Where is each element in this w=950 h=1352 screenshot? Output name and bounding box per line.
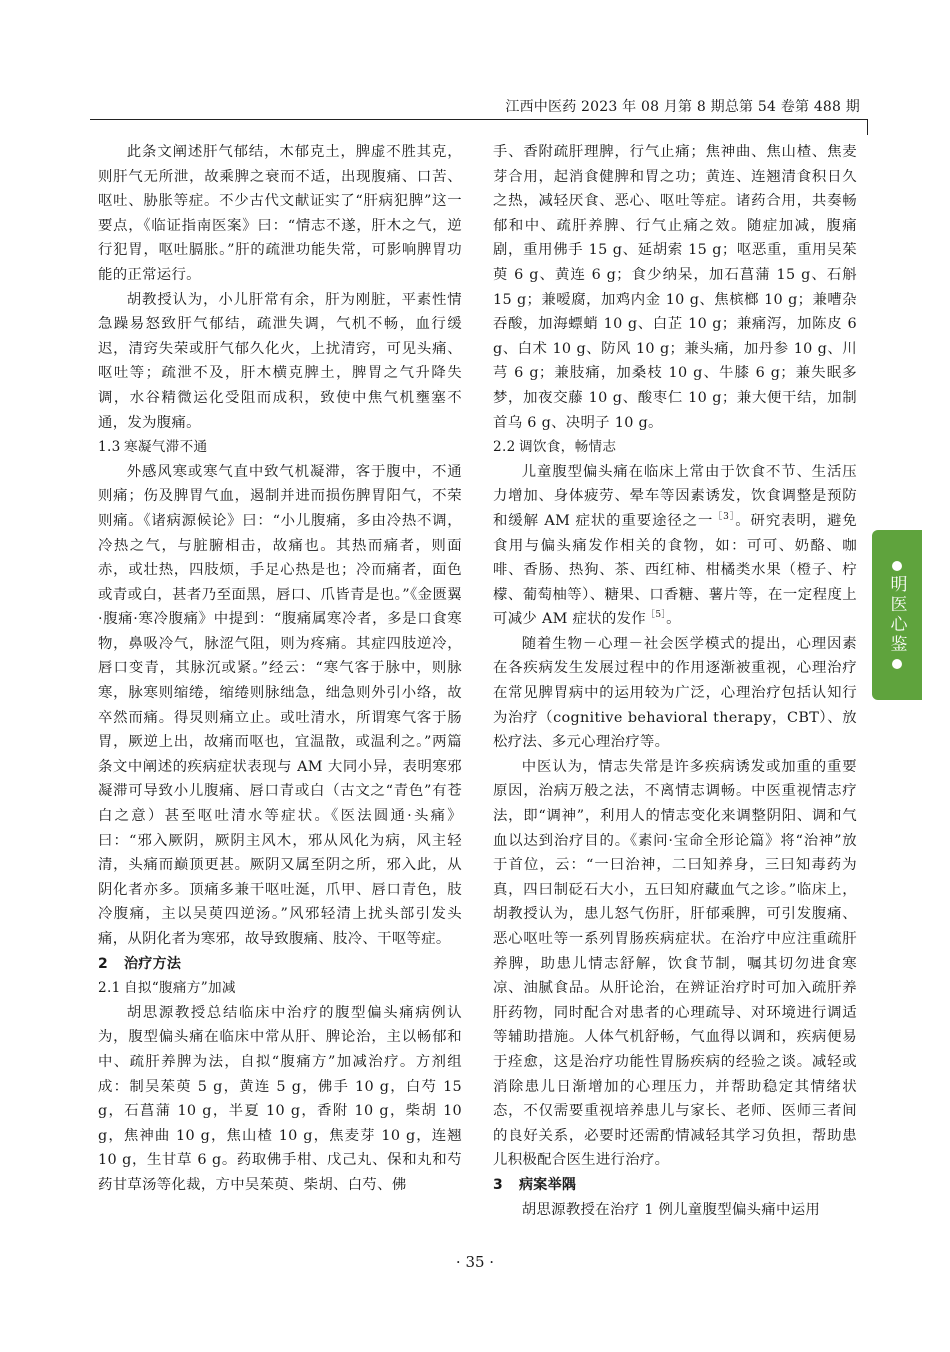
paragraph [493, 460, 857, 632]
section-heading-2 [98, 952, 462, 977]
paragraph: 手、香附疏肝理脾，行气止痛；焦神曲、焦山楂、焦麦芽合用，起消食健脾和胃之功；黄连、连翘清食积日久之热，减轻厌食、恶心、呕吐等症。诸药合用，共奏畅郁和中、疏肝养脾、行气止痛之效。随症加减，腹痛剧，重用佛手 15 g、延胡索 15 g；呕恶重，重用吴茱萸 6 g、黄连 6 g；食少纳呆，加石菖蒲 15 g、石斛 15 g；兼嗳腐，加鸡内金 10 g、焦槟榔 10 g；兼嘈杂吞酸，加海螵蛸 10 g、白芷 10 g；兼痛泻，加陈皮 6 g、白术 10 g、防风 10 g；兼头痛，加丹参 10 g、川芎 6 g；兼肢痛，加桑枝 10 g、牛膝 6 g；兼失眠多梦，加夜交藤 10 g、酸枣仁 10 g；兼大便干结，加制首乌 6 g、决明子 10 g。 [493, 144, 857, 431]
paragraph: 胡思源教授总结临床中治疗的腹型偏头痛病例认为，腹型偏头痛在临床中常从肝、脾论治，主以畅郁和中、疏肝养脾为法，自拟“腹痛方”加减治疗。方剂组成：制吴茱萸 5 g，黄连 5 g，佛手 10 g，白芍 15 g，石菖蒲 10 g，半夏 10 g，香附 10 g，柴胡 10 g，焦神曲 10 g，焦山楂 10 g，焦麦芽 10 g，连翘 10 g，生甘草 6 g。药取佛手柑、戊己丸、保和丸和芍药甘草汤等化裁，方中吴茱萸、柴胡、白芍、佛 [98, 1004, 462, 1193]
section-number: 1.3 [98, 439, 121, 456]
section-number: 2.1 [98, 980, 121, 997]
section-side-tab [872, 530, 922, 700]
dot-icon [892, 659, 902, 669]
paragraph: 外感风寒或寒气直中致气机凝滞，客于腹中，不通则痛；伤及脾胃气血，遏制并进而损伤脾胃阳气，不荣则痛。《诸病源候论》曰：“小儿腹痛，多由冷热不调，冷热之气，与脏腑相击，故痛也。其热而痛者，则面赤，或壮热，四肢烦，手足心热是也；冷而痛者，面色或青或白，甚者乃至面黑，唇口、爪皆青是也。”《金匮翼·腹痛·寒冷腹痛》中提到：“腹痛属寒冷者，多是口食寒物，鼻吸冷气，脉涩气阻，则为疼痛。其症四肢逆冷，唇口变青，其脉沉或紧。”经云：“寒气客于脉中，则脉寒，脉寒则缩绻，缩绻则脉绌急，绌急则外引小络，故卒然而痛。得炅则痛立止。或吐清水，所谓寒气客于肠胃，厥逆上出，故痛而呕也，宜温散，或温利之。”两篇条文中阐述的疾病症状表现与 AM 大同小异，表明寒邪凝滞可导致小儿腹痛、唇口青或白（古文之“青色”有苍白之意）甚至呕吐清水等症状。《医法圆通·头痛》曰：“邪入厥阴，厥阴主风木，邪从风化为病，风主轻清，头痛而巅顶更甚。厥阴又属至阴之所，邪入此，从阴化者亦多。顶痛多兼干呕吐涎，爪甲、唇口青色，肢冷腹痛，主以吴萸四逆汤。”风邪轻清上扰头部引发头痛，从阴化者为寒邪，故导致腹痛、肢冷、干呕等症。 [98, 463, 462, 947]
paragraph: 此条文阐述肝气郁结，木郁克土，脾虚不胜其克，则肝气无所泄，故乘脾之衰而不适，出现腹痛、口苦、呕吐、胁胀等症。不少古代文献证实了“肝病犯脾”这一要点，《临证指南医案》曰：“情志不遂，肝木之气，逆行犯胃，呕吐膈胀。”肝的疏泄功能失常，可影响脾胃功能的正常运行。 [98, 144, 462, 283]
paragraph-text: 。 [666, 611, 681, 628]
section-heading-2-1 [98, 976, 462, 1001]
section-heading-1-3 [98, 435, 462, 460]
page-number: · 35 · [455, 1253, 495, 1271]
right-column [493, 140, 857, 1222]
section-heading-2-2 [493, 435, 857, 460]
section-number: 2.2 [493, 439, 516, 456]
paragraph: 胡思源教授在治疗 1 例儿童腹型偏头痛中运用 [521, 1201, 821, 1218]
journal-header: 江西中医药 2023 年 08 月第 8 期总第 54 卷第 488 期 [505, 99, 860, 115]
header-rule [90, 119, 868, 120]
section-title: 寒凝气滞不通 [124, 439, 208, 456]
section-heading-3 [493, 1173, 857, 1198]
paragraph: 随着生物－心理－社会医学模式的提出，心理因素在各疾病发生发展过程中的作用逐渐被重视，心理治疗在常见脾胃病中的运用较为广泛，心理治疗包括认知行为治疗（cognitive behavioral therapy，CBT）、放松疗法、多元心理治疗等。 [493, 635, 857, 751]
dot-icon [892, 561, 902, 571]
left-column [98, 140, 462, 1198]
section-title: 调饮食，畅情志 [519, 439, 617, 456]
paragraph: 胡教授认为，小儿肝常有余，肝为刚脏，平素性情急躁易怒致肝气郁结，疏泄失调，气机不畅，血行缓迟，清窍失荣或肝气郁久化火，上扰清窍，可见头痛、呕吐等；疏泄不及，肝木横克脾土，脾胃之气升降失调，水谷精微运化受阻而成积，致使中焦气机壅塞不通，发为腹痛。 [98, 291, 462, 431]
section-number: 3 [493, 1176, 504, 1193]
side-tab-label: 明医心鉴 [886, 575, 907, 655]
section-title: 自拟“腹痛方”加减 [124, 980, 236, 997]
section-title: 治疗方法 [124, 955, 182, 972]
paragraph-text: 儿童腹型偏头痛在临床上常由于饮食不节、生活压力增加、身体疲劳、晕车等因素诱发，饮食调整是预防和缓解 AM 症状的重要途径之一 [493, 463, 857, 529]
header-rule-tick [867, 119, 868, 135]
section-title: 病案举隅 [519, 1176, 577, 1193]
citation-5[interactable]: ［5］ [646, 610, 667, 621]
section-number: 2 [98, 955, 109, 972]
paragraph: 中医认为，情志失常是许多疾病诱发或加重的重要原因，治病万般之法，不离情志调畅。中医重视情志疗法，即“调神”，利用人的情志变化来调整阴阳、调和气血以达到治疗目的。《素问·宝命全形论篇》将“治神”放于首位，云：“一曰治神，二曰知养身，三曰知毒药为真，四曰制砭石大小，五曰知府藏血气之诊。”临床上，胡教授认为，患儿怒气伤肝，肝郁乘脾，可引发腹痛、恶心呕吐等一系列胃肠疾病症状。在治疗中应注重疏肝养脾，助患儿情志舒解，饮食节制，嘱其切勿进食寒凉、油腻食品。从肝论治，在辨证治疗时可加入疏肝养肝药物，同时配合对患者的心理疏导、对环境进行调适等辅助措施。人体气机舒畅，气血得以调和，疾病便易于痊愈，这是治疗功能性胃肠疾病的经验之谈。减轻或消除患儿日渐增加的心理压力，并帮助稳定其情绪状态，不仅需要重视培养患儿与家长、老师、医师三者间的良好关系，必要时还需酌情减轻其学习负担，帮助患儿积极配合医生进行治疗。 [493, 758, 857, 1169]
paragraph-text: 。研究表明，避免食用与偏头痛发作相关的食物，如：可可、奶酪、咖啡、香肠、热狗、茶、西红柿、柑橘类水果（橙子、柠檬、葡萄柚等）、糖果、口香糖、薯片等，在一定程度上可减少 AM 症状的发作 [493, 512, 857, 628]
citation-3[interactable]: ［3］ [713, 512, 736, 523]
